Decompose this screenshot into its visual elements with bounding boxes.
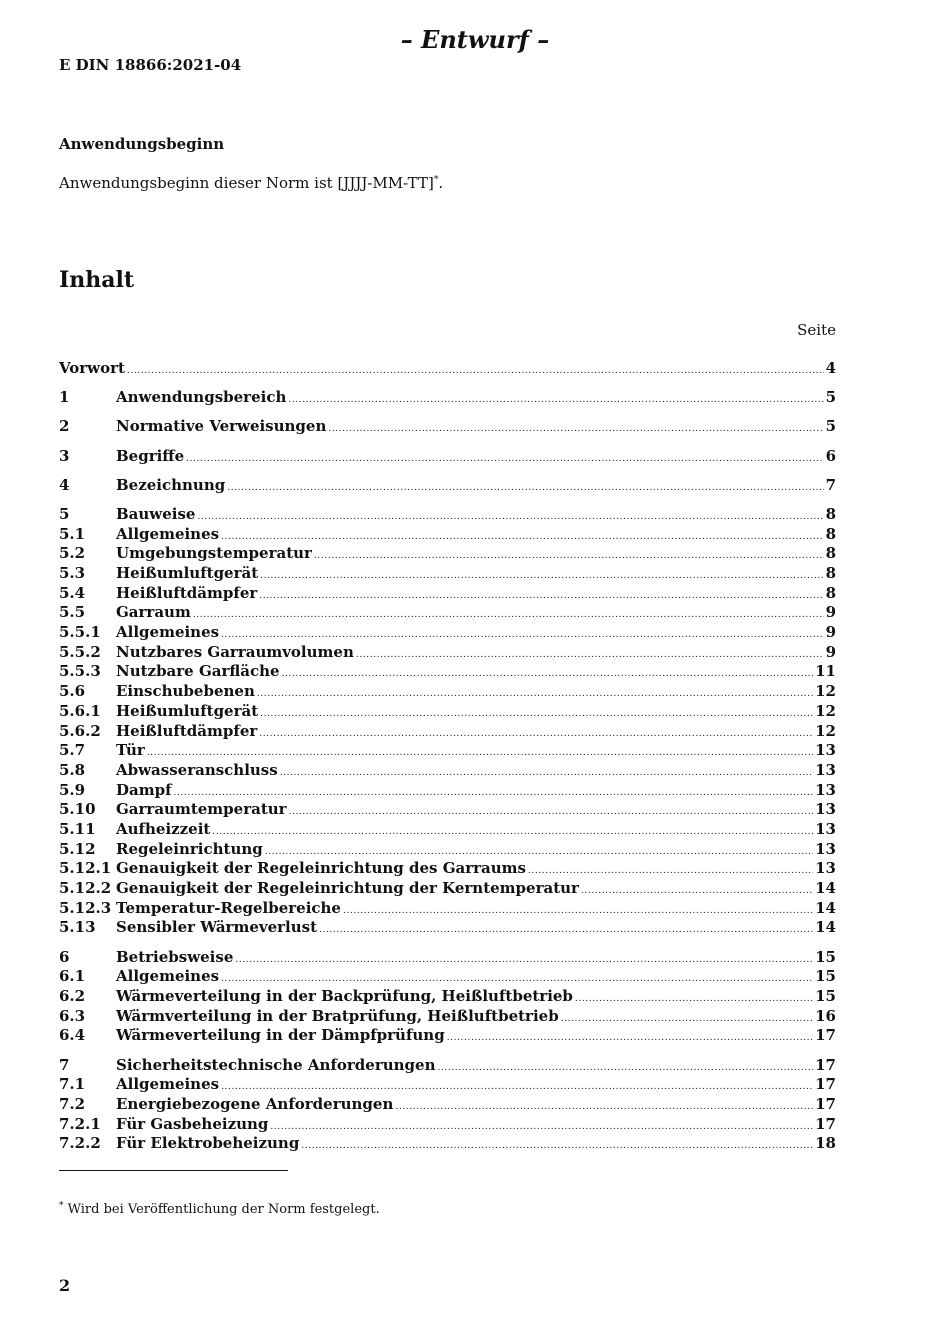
toc-entry[interactable] (59, 388, 836, 408)
toc-leader-dots (197, 508, 823, 528)
toc-entry-number: 5.5.3 (59, 662, 101, 681)
footnote (59, 1201, 380, 1217)
toc-entry-title: Genauigkeit der Regeleinrichtung des Garraums (116, 859, 526, 878)
toc-entry-title: Genauigkeit der Regeleinrichtung der Kerntemperatur (116, 879, 579, 897)
toc-entry-number: 6.4 (59, 1026, 86, 1045)
toc-entry-title: Umgebungstemperatur (116, 544, 312, 563)
toc-entry-title: Betriebsweise (116, 947, 234, 966)
toc-entry-title: Temperatur-Regelbereiche (116, 898, 341, 917)
toc-entry-page: 13 (815, 760, 836, 779)
toc-leader-dots (447, 1029, 813, 1049)
document-id: E DIN 18866:2021-04 (59, 56, 242, 74)
toc-leader-dots (438, 1059, 814, 1079)
toc-entry-page: 18 (815, 1134, 836, 1153)
toc-entry-page: 8 (825, 583, 836, 602)
toc-leader-dots (259, 587, 823, 607)
toc-entry[interactable] (59, 840, 836, 860)
toc-entry-number: 1 (59, 388, 70, 407)
toc-entry-page: 14 (815, 898, 836, 917)
toc-entry-page: 12 (815, 701, 836, 720)
toc-leader-dots (127, 362, 824, 382)
toc-entry-page: 8 (825, 524, 836, 543)
toc-entry-page: 17 (815, 1026, 836, 1045)
toc-entry[interactable] (59, 1095, 836, 1115)
toc-entry[interactable] (59, 859, 836, 879)
toc-entry-number: 5.3 (59, 564, 86, 582)
toc-entry-title: Tür (116, 741, 145, 760)
toc-leader-dots (343, 902, 813, 922)
toc-entry-number: 4 (59, 475, 70, 494)
toc-leader-dots (575, 990, 813, 1010)
toc-entry-page: 15 (815, 947, 836, 966)
toc-entry[interactable] (59, 1134, 836, 1154)
toc-entry-number: 5.5 (59, 603, 86, 622)
toc-entry[interactable] (59, 662, 836, 682)
toc-entry[interactable] (59, 584, 836, 604)
anwendungsbeginn-sentence: Anwendungsbeginn dieser Norm ist [JJJJ-MM-TT] (59, 174, 434, 192)
toc-entry-title: Für Elektrobeheizung (116, 1134, 300, 1153)
toc-leader-dots (280, 764, 813, 784)
toc-entry[interactable] (59, 525, 836, 545)
toc-entry-number: 5.6.2 (59, 721, 101, 740)
toc-entry-title: Heißluftdämpfer (116, 583, 258, 602)
toc-entry-number: 5.6 (59, 682, 86, 701)
toc-leader-dots (319, 921, 813, 941)
anwendungsbeginn-text (59, 174, 443, 192)
toc-leader-dots (282, 665, 814, 685)
toc-entry-page: 17 (815, 1055, 836, 1074)
toc-entry[interactable] (59, 603, 836, 623)
toc-leader-dots (395, 1098, 813, 1118)
toc-entry-number: 5.7 (59, 741, 86, 760)
toc-entry[interactable] (59, 1115, 836, 1135)
toc-entry-number: 5.10 (59, 800, 96, 819)
toc-entry[interactable] (59, 800, 836, 820)
toc-entry-page: 15 (815, 986, 836, 1005)
toc-entry-page: 5 (825, 417, 836, 436)
toc-entry[interactable] (59, 447, 836, 467)
toc-entry-title: Dampf (116, 780, 172, 799)
toc-entry-number: 6 (59, 947, 70, 966)
toc-leader-dots (257, 685, 813, 705)
toc-entry[interactable] (59, 1026, 836, 1046)
footnote-divider (59, 1170, 288, 1171)
toc-leader-dots (235, 951, 813, 971)
toc-leader-dots (561, 1010, 813, 1030)
toc-leader-dots (259, 725, 813, 745)
toc-entry-title: Heißluftdämpfer (116, 721, 258, 740)
toc-entry-page: 8 (825, 564, 836, 582)
toc-entry-number: 5 (59, 504, 70, 523)
toc-heading: Inhalt (59, 267, 135, 293)
toc-entry[interactable] (59, 1056, 836, 1076)
toc-entry-page: 13 (815, 839, 836, 858)
toc-entry-page: 17 (815, 1114, 836, 1133)
toc-entry-number: 5.9 (59, 780, 86, 799)
toc-entry-page: 9 (825, 603, 836, 622)
toc-entry-number: 5.8 (59, 760, 86, 779)
toc-entry[interactable] (59, 879, 836, 899)
toc-entry-page: 5 (825, 388, 836, 407)
toc-leader-dots (227, 479, 823, 499)
toc-entry[interactable] (59, 1075, 836, 1095)
toc-entry-title: Bauweise (116, 504, 196, 523)
toc-entry-title: Anwendungsbereich (116, 388, 287, 407)
toc-entry-number: 2 (59, 417, 70, 436)
toc-entry[interactable] (59, 643, 836, 663)
toc-entry-number: 5.11 (59, 819, 96, 838)
toc-entry-page: 13 (815, 819, 836, 838)
toc-entry-number: 7 (59, 1055, 70, 1074)
toc-entry-page: 8 (825, 544, 836, 563)
toc-entry-title: Begriffe (116, 446, 185, 465)
toc-entry[interactable] (59, 761, 836, 781)
toc-entry-title: Heißumluftgerät (116, 701, 259, 720)
toc-entry-number: 5.12.1 (59, 859, 112, 878)
toc-entry-title: Normative Verweisungen (116, 417, 327, 436)
toc-entry-number: 5.12.2 (59, 879, 112, 897)
footnote-text: Wird bei Veröffentlichung der Norm festgelegt. (63, 1202, 380, 1217)
toc-entry-page: 4 (825, 359, 836, 377)
toc-entry-page: 8 (825, 504, 836, 523)
toc-entry[interactable] (59, 476, 836, 496)
toc-entry-number: 6.3 (59, 1006, 86, 1025)
toc-leader-dots (289, 803, 814, 823)
toc-leader-dots (270, 1118, 813, 1138)
toc-entry-page: 14 (815, 879, 836, 897)
toc-entry-title: Garraumtemperatur (116, 800, 287, 819)
toc-entry-page: 13 (815, 859, 836, 878)
toc-entry-number: 3 (59, 446, 70, 465)
toc-entry-page: 15 (815, 967, 836, 986)
toc-entry[interactable] (59, 682, 836, 702)
toc-leader-dots (301, 1137, 813, 1157)
toc-entry[interactable] (59, 967, 836, 987)
toc-leader-dots (288, 391, 823, 411)
toc-entry-title: Bezeichnung (116, 475, 226, 494)
anwendungsbeginn-heading: Anwendungsbeginn (59, 135, 225, 153)
toc-entry-number: 5.4 (59, 583, 86, 602)
toc-entry-page: 9 (825, 623, 836, 642)
toc-entry[interactable] (59, 987, 836, 1007)
toc-entry-page: 9 (825, 642, 836, 661)
toc-entry-number: 7.2.2 (59, 1134, 101, 1153)
toc-entry-title: Regeleinrichtung (116, 839, 263, 858)
toc-leader-dots (260, 567, 823, 587)
toc-entry-page: 14 (815, 918, 836, 937)
toc-entry-number: 5.12 (59, 839, 96, 858)
toc-entry[interactable] (59, 741, 836, 761)
toc-entry-title: Für Gasbeheizung (116, 1114, 269, 1133)
toc-entry-title: Allgemeines (116, 1075, 220, 1094)
toc-entry-page: 16 (815, 1006, 836, 1025)
toc-entry-title: Einschubebenen (116, 682, 255, 701)
toc-entry-number: Vorwort (59, 359, 125, 377)
draft-label: – Entwurf – (400, 25, 550, 54)
toc-entry-title: Nutzbare Garfläche (116, 662, 280, 681)
toc-entry-number: 5.6.1 (59, 701, 101, 720)
toc-entry-page: 17 (815, 1075, 836, 1094)
toc-entry-number: 7.1 (59, 1075, 86, 1094)
toc-entry-title: Allgemeines (116, 623, 220, 642)
toc-entry-page: 13 (815, 800, 836, 819)
toc-leader-dots (193, 606, 824, 626)
toc-entry[interactable] (59, 918, 836, 938)
toc-entry-page: 13 (815, 741, 836, 760)
toc-entry-number: 6.1 (59, 967, 86, 986)
toc-entry-page: 13 (815, 780, 836, 799)
toc-leader-dots (212, 823, 813, 843)
toc-entry-page: 12 (815, 721, 836, 740)
toc-entry-title: Energiebezogene Anforderungen (116, 1094, 394, 1113)
toc-leader-dots (314, 547, 824, 567)
toc-entry-page: 11 (815, 662, 836, 681)
toc-entry-title: Allgemeines (116, 967, 220, 986)
toc-entry[interactable] (59, 505, 836, 525)
toc-entry-number: 5.1 (59, 524, 86, 543)
toc-entry[interactable] (59, 359, 836, 379)
toc-entry-page: 12 (815, 682, 836, 701)
table-of-contents (59, 359, 836, 1154)
toc-entry-number: 7.2.1 (59, 1114, 101, 1133)
toc-entry-title: Wärmeverteilung in der Dämpfprüfung (116, 1026, 445, 1045)
toc-entry[interactable] (59, 564, 836, 584)
toc-entry-number: 5.12.3 (59, 898, 112, 917)
toc-entry-number: 5.2 (59, 544, 86, 563)
toc-entry-page: 6 (825, 446, 836, 465)
toc-entry-page: 17 (815, 1094, 836, 1113)
toc-leader-dots (328, 420, 823, 440)
toc-entry-number: 5.13 (59, 918, 96, 937)
footnote-mark: * (59, 1201, 64, 1211)
toc-entry-title: Sensibler Wärmeverlust (116, 918, 317, 937)
toc-entry[interactable] (59, 623, 836, 643)
toc-entry-title: Aufheizzeit (116, 819, 211, 838)
toc-entry[interactable] (59, 702, 836, 722)
page-number: 2 (59, 1276, 71, 1295)
footnote-reference[interactable]: * (433, 175, 439, 185)
toc-leader-dots (186, 450, 823, 470)
toc-entry[interactable] (59, 417, 836, 437)
toc-entry-number: 5.5.1 (59, 623, 101, 642)
toc-page-column-label: Seite (797, 321, 836, 339)
toc-leader-dots (581, 882, 813, 902)
toc-entry-title: Garraum (116, 603, 191, 622)
toc-leader-dots (356, 646, 824, 666)
toc-entry-title: Wärmeverteilung in der Backprüfung, Heißluftbetrieb (116, 986, 573, 1005)
toc-entry-title: Abwasseranschluss (116, 760, 278, 779)
toc-leader-dots (260, 705, 813, 725)
toc-entry-page: 7 (825, 475, 836, 494)
toc-entry[interactable] (59, 1007, 836, 1027)
toc-entry-title: Heißumluftgerät (116, 564, 259, 582)
toc-entry-number: 5.5.2 (59, 642, 101, 661)
toc-entry-title: Wärmverteilung in der Bratprüfung, Heißluftbetrieb (116, 1006, 559, 1025)
toc-entry-number: 7.2 (59, 1094, 86, 1113)
toc-entry-title: Sicherheitstechnische Anforderungen (116, 1055, 436, 1074)
toc-entry-title: Allgemeines (116, 524, 220, 543)
toc-entry-number: 6.2 (59, 986, 86, 1005)
toc-entry[interactable] (59, 899, 836, 919)
toc-entry[interactable] (59, 781, 836, 801)
toc-entry[interactable] (59, 544, 836, 564)
sentence-end: . (438, 174, 444, 192)
toc-entry[interactable] (59, 820, 836, 840)
toc-entry[interactable] (59, 948, 836, 968)
toc-entry[interactable] (59, 722, 836, 742)
toc-entry-title: Nutzbares Garraumvolumen (116, 642, 354, 661)
